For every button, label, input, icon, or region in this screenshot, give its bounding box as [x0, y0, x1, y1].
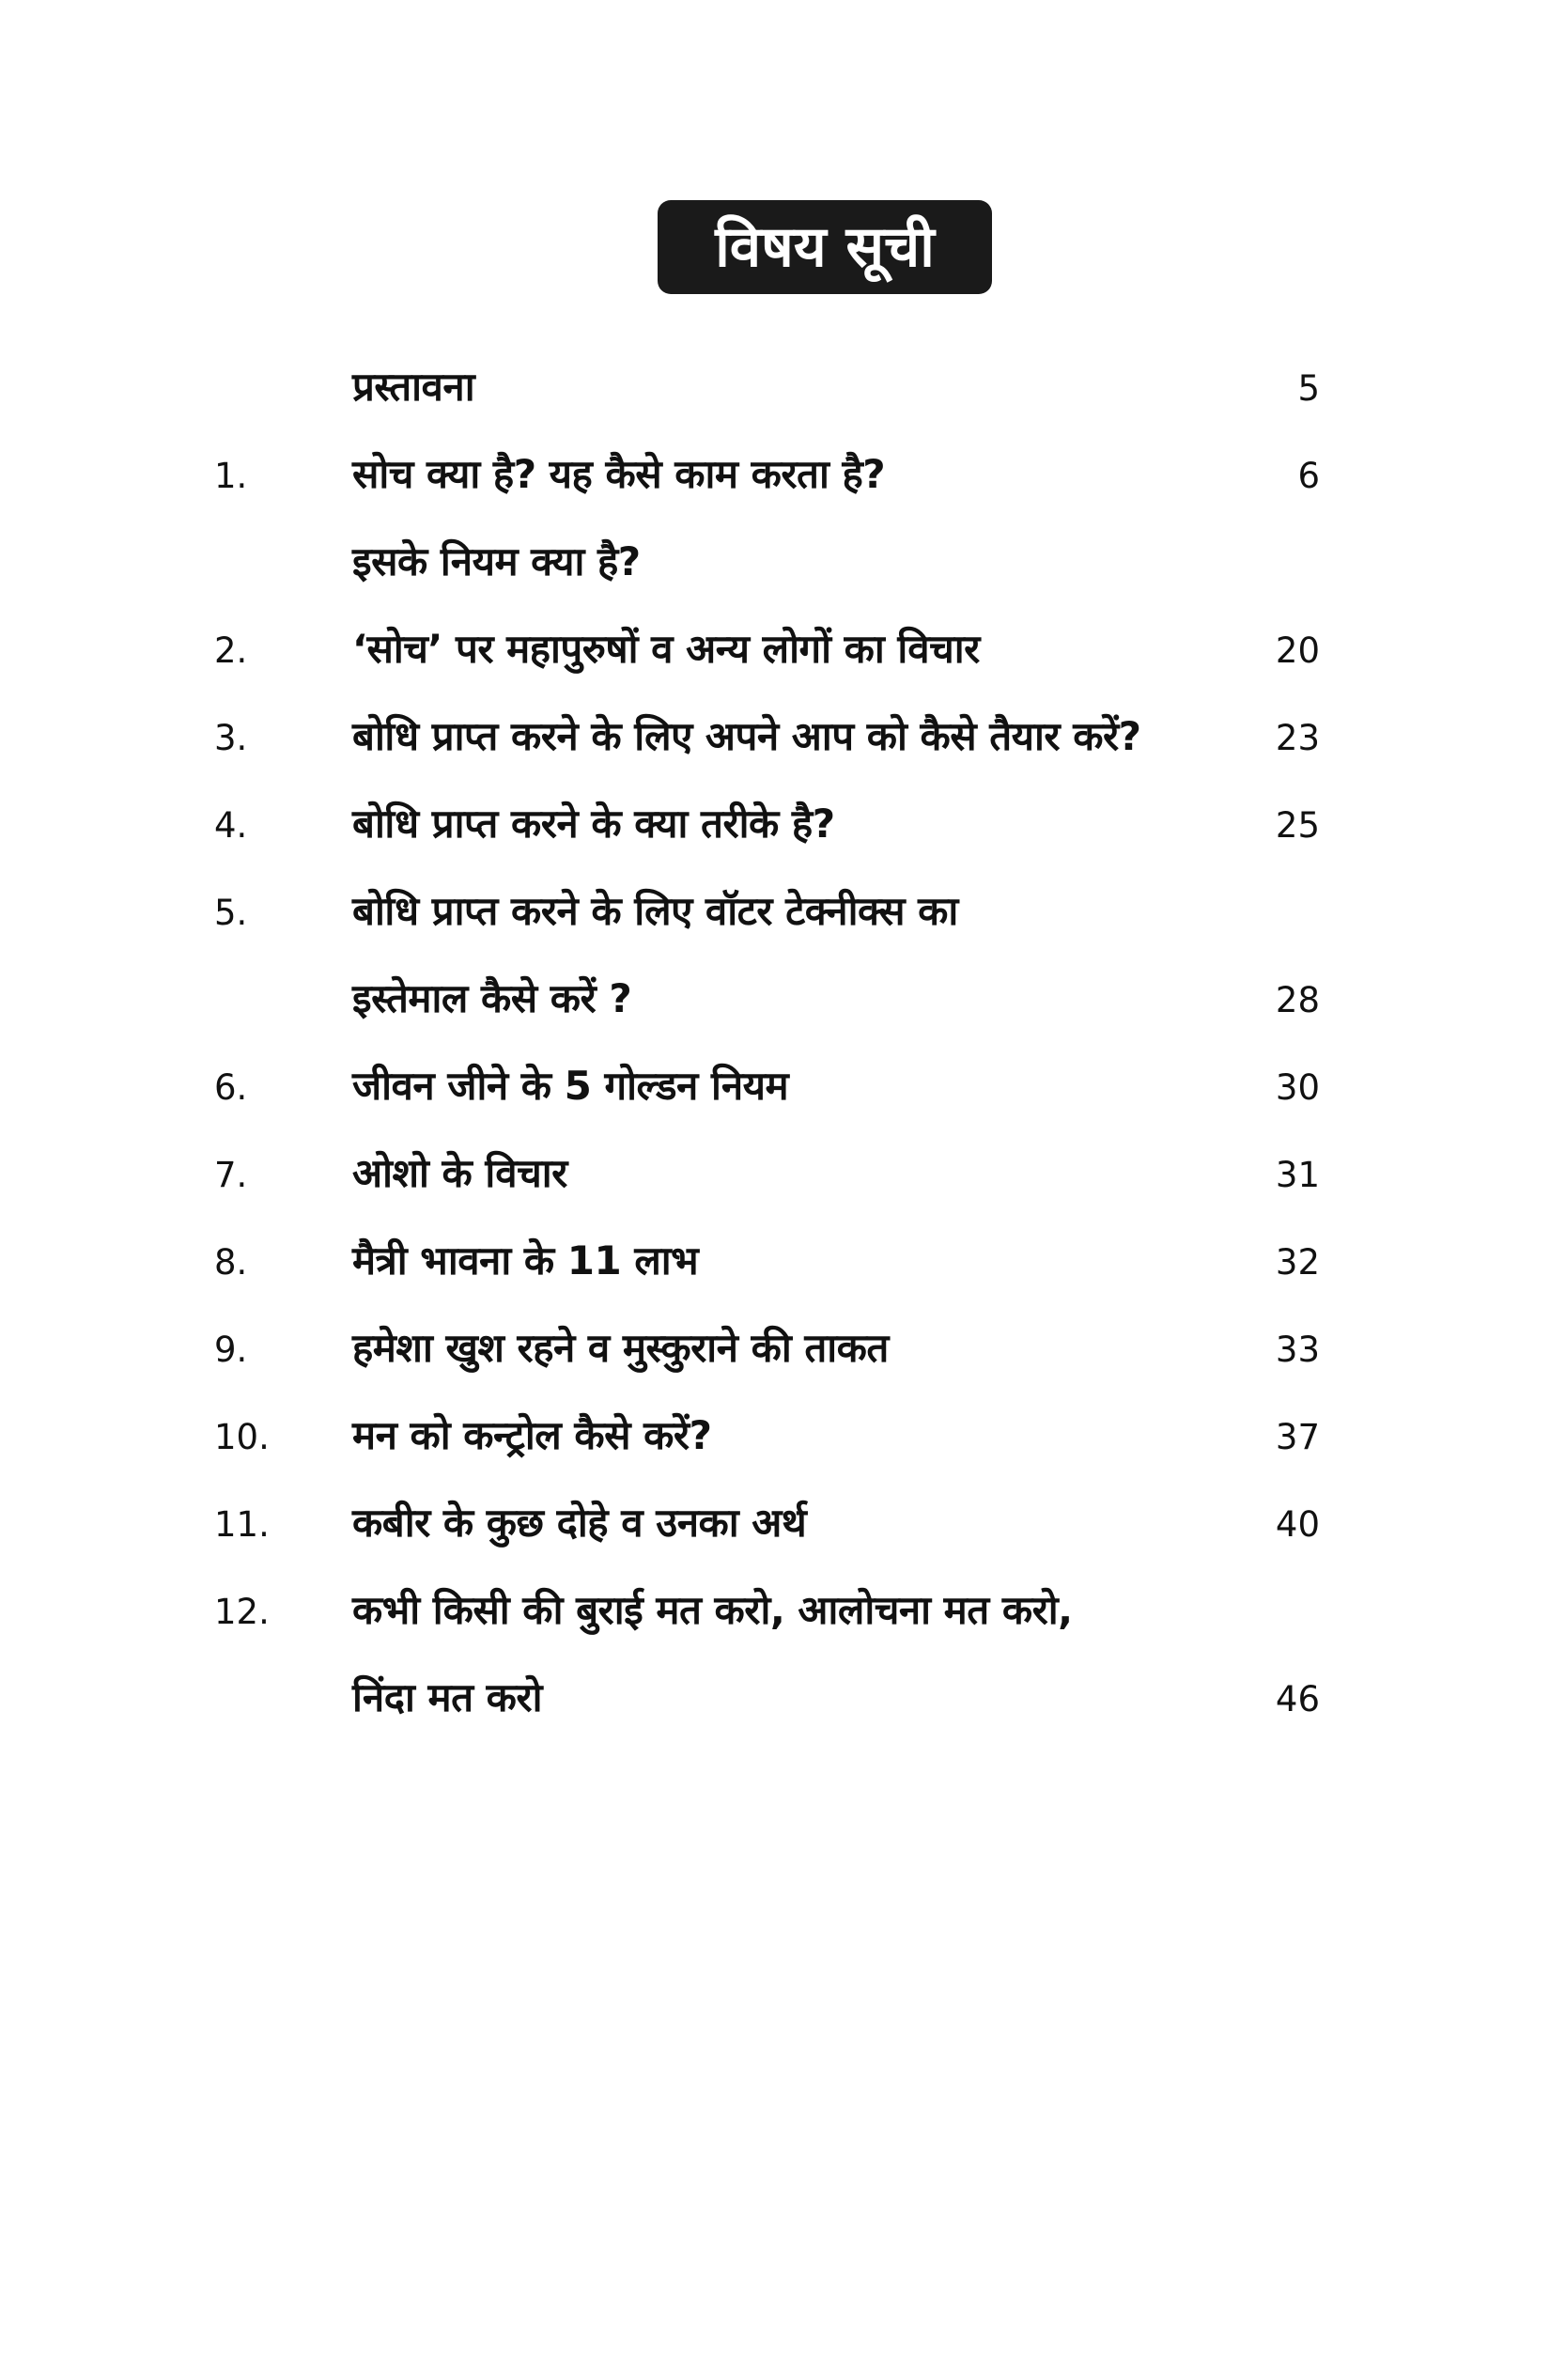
toc-entry-title: बोधि प्राप्त करने के क्या तरीके है? [352, 801, 835, 847]
toc-entry-title: मैत्री भावना के 11 लाभ [352, 1237, 699, 1283]
toc-entry-title: इसके नियम क्या है? [352, 538, 641, 584]
toc-entry-page: 40 [1275, 1504, 1320, 1545]
toc-entry-title: प्रस्तावना [352, 364, 475, 410]
toc-row [0, 1569, 1550, 1657]
toc-row [0, 1220, 1550, 1307]
toc-row [0, 521, 1550, 608]
toc-entry-page: 25 [1275, 805, 1320, 846]
toc-row [0, 1132, 1550, 1220]
toc-row [0, 870, 1550, 957]
toc-entry-title: इस्तेमाल कैसे करें ? [352, 975, 632, 1021]
toc-entry-number: 12. [214, 1592, 270, 1632]
toc-row [0, 783, 1550, 870]
toc-entry-title: निंदा मत करो [352, 1674, 542, 1720]
toc-entry-page: 5 [1297, 368, 1320, 409]
toc-row [0, 1657, 1550, 1744]
toc-entry-page: 31 [1275, 1155, 1320, 1195]
toc-entry-title: कबीर के कुछ दोहे व उनका अर्थ [352, 1500, 807, 1546]
toc-entry-page: 37 [1275, 1417, 1320, 1457]
toc-entry-number: 7. [214, 1155, 248, 1195]
toc-entry-page: 20 [1275, 630, 1320, 671]
toc-entry-number: 1. [214, 456, 248, 496]
toc-entry-title: मन को कन्ट्रोल कैसे करें? [352, 1412, 712, 1458]
toc-entry-title: ओशो के विचार [352, 1150, 567, 1196]
toc-entry-title: ‘सोच’ पर महापुरुषों व अन्य लोगों का विचार [352, 626, 980, 672]
toc-entry-title: जीवन जीने के 5 गोल्डन नियम [352, 1063, 789, 1109]
toc-entry-number: 4. [214, 805, 248, 846]
toc-entry-number: 11. [214, 1504, 270, 1545]
toc-entry-page: 30 [1275, 1067, 1320, 1108]
toc-entry-number: 3. [214, 718, 248, 758]
toc-entry-title: सोच क्या है? यह कैसे काम करता है? [352, 451, 886, 497]
toc-entry-page: 46 [1275, 1679, 1320, 1719]
toc-entry-page: 33 [1275, 1330, 1320, 1370]
toc-entry-number: 6. [214, 1067, 248, 1108]
toc-row [0, 1307, 1550, 1394]
toc-row [0, 695, 1550, 783]
toc-entry-title: बोधि प्राप्त करने के लिए अपने आप को कैसे तैयार करें? [352, 713, 1141, 759]
toc-entry-page: 23 [1275, 718, 1320, 758]
toc-entry-page: 32 [1275, 1242, 1320, 1283]
toc-row [0, 433, 1550, 521]
toc-entry-title: हमेशा खुश रहने व मुस्कुराने की ताकत [352, 1325, 889, 1371]
toc-row [0, 1482, 1550, 1569]
toc-entry-number: 9. [214, 1330, 248, 1370]
toc-row [0, 1045, 1550, 1132]
toc-entry-number: 10. [214, 1417, 270, 1457]
toc-entry-page: 28 [1275, 980, 1320, 1020]
toc-row [0, 1394, 1550, 1482]
toc-entry-page: 6 [1297, 456, 1320, 496]
toc-row [0, 957, 1550, 1045]
toc-entry-number: 2. [214, 630, 248, 671]
toc-row [0, 608, 1550, 695]
toc-entry-number: 5. [214, 893, 248, 933]
toc-row [0, 346, 1550, 433]
toc-entry-title: बोधि प्राप्त करने के लिए वॉटर टेक्नीक्स का [352, 888, 958, 934]
toc-heading: विषय सूची [715, 214, 935, 280]
toc-entry-title: कभी किसी की बुराई मत करो, आलोचना मत करो, [352, 1587, 1073, 1633]
toc-entry-number: 8. [214, 1242, 248, 1283]
